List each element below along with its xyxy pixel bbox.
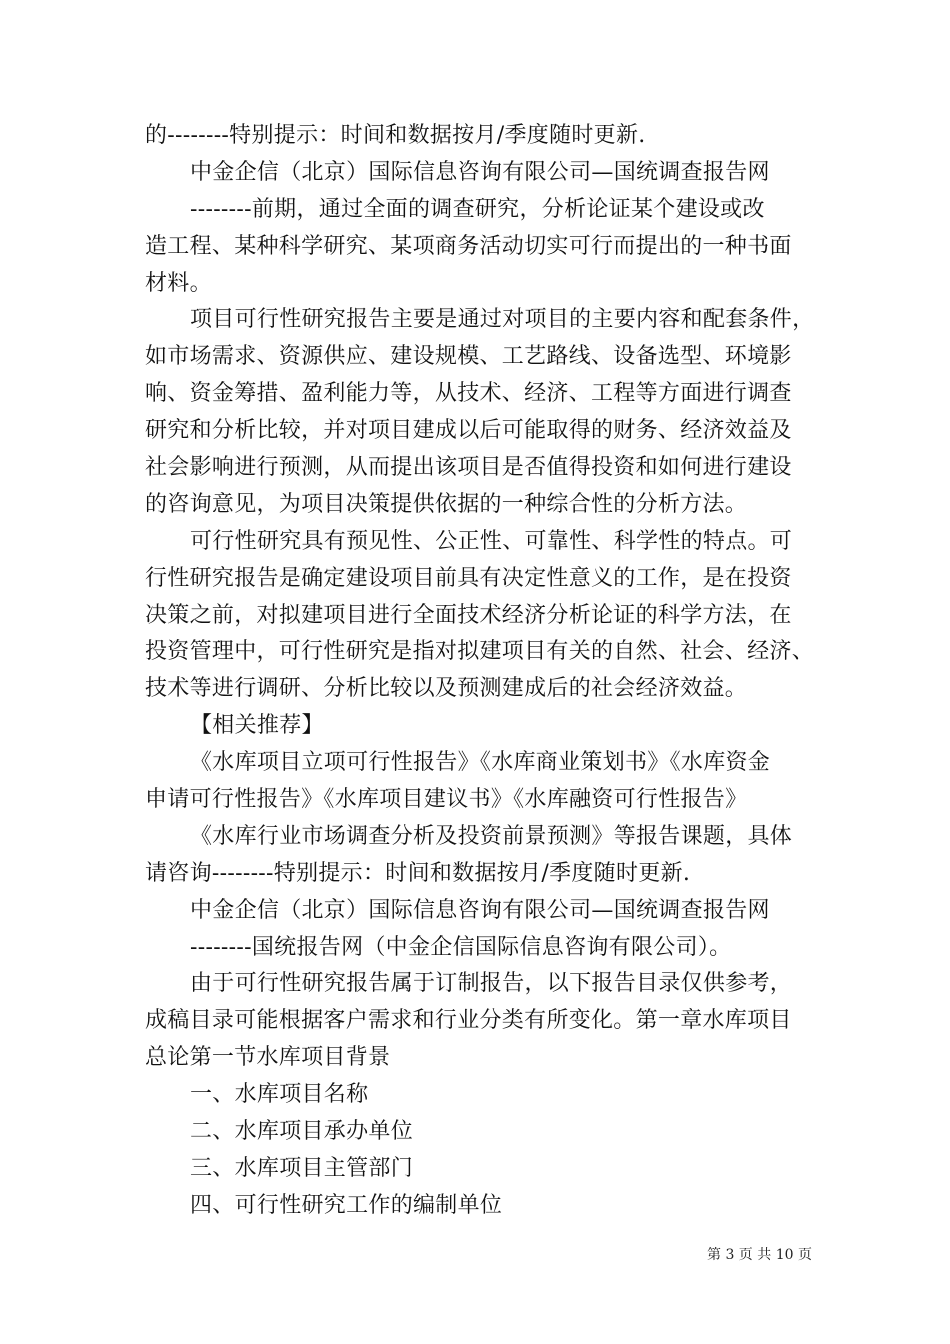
text-line: 由于可行性研究报告属于订制报告，以下报告目录仅供参考， [190, 971, 793, 997]
text-line: 决策之前，对拟建项目进行全面技术经济分析论证的科学方法，在 [145, 602, 792, 628]
text-line: 申请可行性报告》《水库项目建议书》《水库融资可行性报告》 [145, 787, 748, 813]
text-line: 《水库行业市场调查分析及投资前景预测》等报告课题，具体 [190, 823, 793, 849]
text-line: 一、水库项目名称 [190, 1082, 369, 1108]
text-line: 三、水库项目主管部门 [190, 1155, 414, 1181]
text-line: 可行性研究具有预见性、公正性、可靠性、科学性的特点。可 [190, 528, 793, 554]
text-line: 四、可行性研究工作的编制单位 [190, 1192, 503, 1218]
text-line: 如市场需求、资源供应、建设规模、工艺路线、设备选型、环境影 [145, 344, 792, 370]
text-line: 《水库项目立项可行性报告》《水库商业策划书》《水库资金 [190, 750, 771, 776]
text-line: 的咨询意见，为项目决策提供依据的一种综合性的分析方法。 [145, 491, 748, 517]
text-line: 的--------特别提示：时间和数据按月/季度随时更新. [145, 123, 646, 148]
body-text [145, 118, 825, 1225]
text-line: 技术等进行调研、分析比较以及预测建成后的社会经济效益。 [145, 676, 748, 702]
text-line: 二、水库项目承办单位 [190, 1119, 414, 1145]
text-line: 造工程、某种科学研究、某项商务活动切实可行而提出的一种书面 [145, 233, 792, 259]
text-line: 材料。 [145, 270, 212, 296]
text-line: --------国统报告网（中金企信国际信息咨询有限公司）。 [190, 934, 732, 960]
text-line: 响、资金筹措、盈利能力等，从技术、经济、工程等方面进行调查 [145, 381, 792, 407]
text-line: 社会影响进行预测，从而提出该项目是否值得投资和如何进行建设 [145, 455, 792, 481]
text-line: 中金企信（北京）国际信息咨询有限公司—国统调查报告网 [190, 897, 770, 923]
text-line: 【相关推荐】 [190, 713, 324, 739]
page-number-footer: 第 3 页 共 10 页 [707, 1247, 812, 1263]
text-line: 项目可行性研究报告主要是通过对项目的主要内容和配套条件， [190, 307, 815, 333]
text-line: 成稿目录可能根据客户需求和行业分类有所变化。第一章水库项目 [145, 1008, 792, 1034]
text-line: --------前期，通过全面的调查研究，分析论证某个建设或改 [190, 196, 765, 222]
text-line: 投资管理中，可行性研究是指对拟建项目有关的自然、社会、经济、 [145, 639, 815, 665]
text-line: 总论第一节水库项目背景 [145, 1045, 391, 1071]
text-line: 行性研究报告是确定建设项目前具有决定性意义的工作，是在投资 [145, 565, 792, 591]
text-line: 中金企信（北京）国际信息咨询有限公司—国统调查报告网 [190, 159, 770, 185]
text-line: 研究和分析比较，并对项目建成以后可能取得的财务、经济效益及 [145, 418, 792, 444]
text-line: 请咨询--------特别提示：时间和数据按月/季度随时更新. [145, 860, 691, 886]
